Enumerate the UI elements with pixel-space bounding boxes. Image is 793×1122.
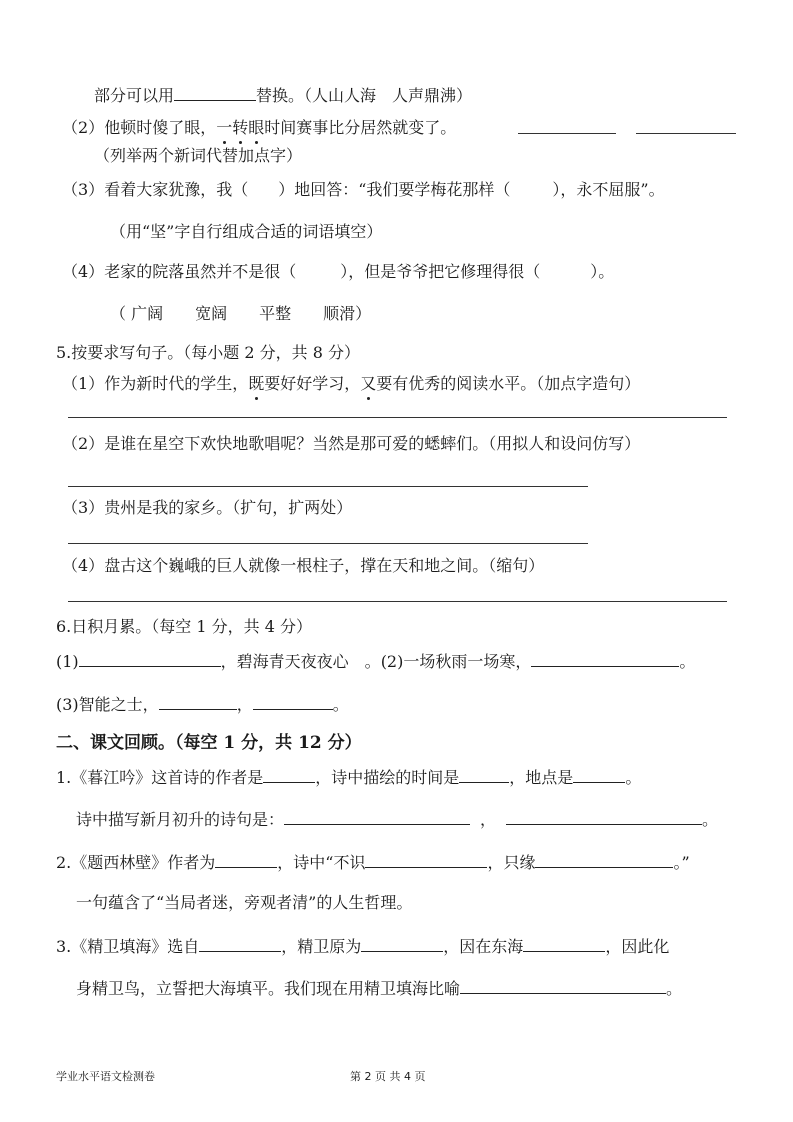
text: 部分可以用 — [94, 86, 175, 105]
text: 2.《题西林壁》作者为 — [56, 853, 216, 872]
section2-title: 二、课文回顾。（每空 1 分，共 12 分） — [56, 733, 362, 753]
q6-title: 6.日积月累。（每空 1 分，共 4 分） — [56, 617, 312, 636]
dotted-char: 又 — [360, 374, 377, 393]
q6-item3 — [56, 693, 349, 715]
page-number: 第 2 页 共 4 页 — [350, 1070, 426, 1083]
text: ，地点是 — [509, 768, 574, 787]
q4-item4 — [62, 262, 614, 282]
item-number: （4） — [62, 262, 105, 281]
blank-field[interactable] — [365, 851, 487, 868]
q4-item3 — [62, 180, 665, 200]
blank-field[interactable] — [459, 766, 509, 783]
text: 一场秋雨一场寒， — [403, 652, 532, 671]
text: 身精卫鸟，立誓把大海填平。我们现在用精卫填海比喻 — [76, 979, 461, 998]
item-number: （3） — [62, 498, 105, 517]
text: 。 — [666, 979, 683, 998]
text: ）。 — [590, 262, 615, 281]
text: ， — [480, 810, 497, 829]
blank-field[interactable] — [253, 693, 333, 710]
text: ）地回答：“我们要学梅花那样（ — [278, 180, 511, 199]
item-number: （2） — [62, 434, 105, 453]
blank-field[interactable] — [523, 935, 605, 952]
item-number: (3) — [56, 695, 79, 714]
text: ，只缘 — [487, 853, 536, 872]
blank-field[interactable] — [284, 808, 470, 825]
q5-title: 5.按要求写句子。（每小题 2 分，共 8 分） — [56, 343, 360, 362]
answer-line-q5-2[interactable] — [68, 486, 588, 487]
text: ，诗中描绘的时间是 — [315, 768, 460, 787]
blank-field[interactable] — [460, 977, 666, 994]
text: 。 — [679, 652, 696, 671]
s2-q2-line2: 一句蕴含了“当局者迷，旁观者清”的人生哲理。 — [76, 893, 413, 912]
item-number: （2） — [62, 118, 105, 137]
dotted-char: 既 — [248, 374, 265, 393]
text: 。” — [673, 853, 690, 872]
dotted-char: 眼 — [248, 118, 265, 137]
answer-blank-2[interactable] — [636, 133, 736, 134]
q5-item3 — [62, 498, 352, 518]
text: ，因在东海 — [443, 937, 524, 956]
text: 替换。（人山人海 人声鼎沸） — [256, 86, 473, 105]
q5-item1 — [62, 374, 640, 394]
answer-line-q5-1[interactable] — [68, 417, 727, 418]
q5-item4 — [62, 556, 544, 576]
text: 是谁在星空下欢快地歌唱呢？当然是那可爱的蟋蟀们。（用拟人和设问仿写） — [104, 434, 641, 453]
text: 作为新时代的学生， — [104, 374, 249, 393]
answer-line-q5-4[interactable] — [68, 601, 727, 602]
text: ），永不屈服”。 — [552, 180, 665, 199]
blank-field[interactable] — [215, 851, 277, 868]
q4-item4-options: （ 广阔 宽阔 平整 顺滑） — [110, 304, 372, 323]
text: ，碧海青天夜夜心 。 — [220, 652, 381, 671]
text: 看着大家犹豫，我（ — [104, 180, 249, 199]
item-number: （1） — [62, 374, 105, 393]
item-number: (2) — [380, 652, 404, 671]
text: 他顿时傻了眼， — [104, 118, 217, 137]
text: ，因此化 — [605, 937, 670, 956]
text: 。 — [332, 695, 349, 714]
item-number: (1) — [56, 652, 79, 671]
answer-blank-1[interactable] — [518, 133, 616, 134]
blank-field[interactable] — [531, 650, 679, 667]
q4-item2-hint: （列举两个新词代替加点字） — [94, 146, 303, 165]
s2-q1 — [56, 766, 641, 788]
s2-q1-line2 — [76, 808, 718, 830]
text: ，诗中“不识 — [277, 853, 366, 872]
q5-item2 — [62, 434, 640, 454]
text: 要好好学习， — [264, 374, 361, 393]
text: 时间赛事比分居然就变了。 — [264, 118, 457, 137]
s2-q3 — [56, 935, 669, 957]
dotted-char: 转 — [232, 118, 249, 137]
item-number: （4） — [62, 556, 105, 575]
blank-field[interactable] — [535, 851, 673, 868]
text: 要有优秀的阅读水平。（加点字造句） — [376, 374, 641, 393]
s2-q3-line2 — [76, 977, 682, 999]
blank-field[interactable] — [174, 84, 256, 101]
blank-field[interactable] — [573, 766, 625, 783]
text: 贵州是我的家乡。（扩句，扩两处） — [104, 498, 353, 517]
blank-field[interactable] — [506, 808, 702, 825]
text: 。 — [625, 768, 642, 787]
text: 。 — [702, 810, 719, 829]
answer-line-q5-3[interactable] — [68, 543, 588, 544]
text: ），但是爷爷把它修理得很（ — [340, 262, 541, 281]
text: ， — [236, 695, 253, 714]
text: 诗中描写新月初升的诗句是： — [76, 810, 285, 829]
text: 3.《精卫填海》选自 — [56, 937, 200, 956]
blank-field[interactable] — [361, 935, 443, 952]
text: 智能之士， — [78, 695, 159, 714]
item-number: （3） — [62, 180, 105, 199]
dotted-char: 一 — [216, 118, 233, 137]
q4-item2 — [62, 118, 456, 138]
s2-q2 — [56, 851, 690, 873]
text: 老家的院落虽然并不是很（ — [104, 262, 297, 281]
text: 1.《暮江吟》这首诗的作者是 — [56, 768, 264, 787]
blank-field[interactable] — [79, 650, 221, 667]
blank-field[interactable] — [199, 935, 281, 952]
text: 盘古这个巍峨的巨人就像一根柱子，撑在天和地之间。（缩句） — [104, 556, 545, 575]
q4-item3-hint: （用“坚”字自行组成合适的词语填空） — [110, 222, 383, 241]
footer-title: 学业水平语文检测卷 — [56, 1070, 155, 1083]
q6-items-1-2 — [56, 650, 695, 672]
text: ，精卫原为 — [281, 937, 362, 956]
blank-field[interactable] — [159, 693, 237, 710]
blank-field[interactable] — [263, 766, 315, 783]
q4-item1-continuation — [94, 84, 472, 106]
